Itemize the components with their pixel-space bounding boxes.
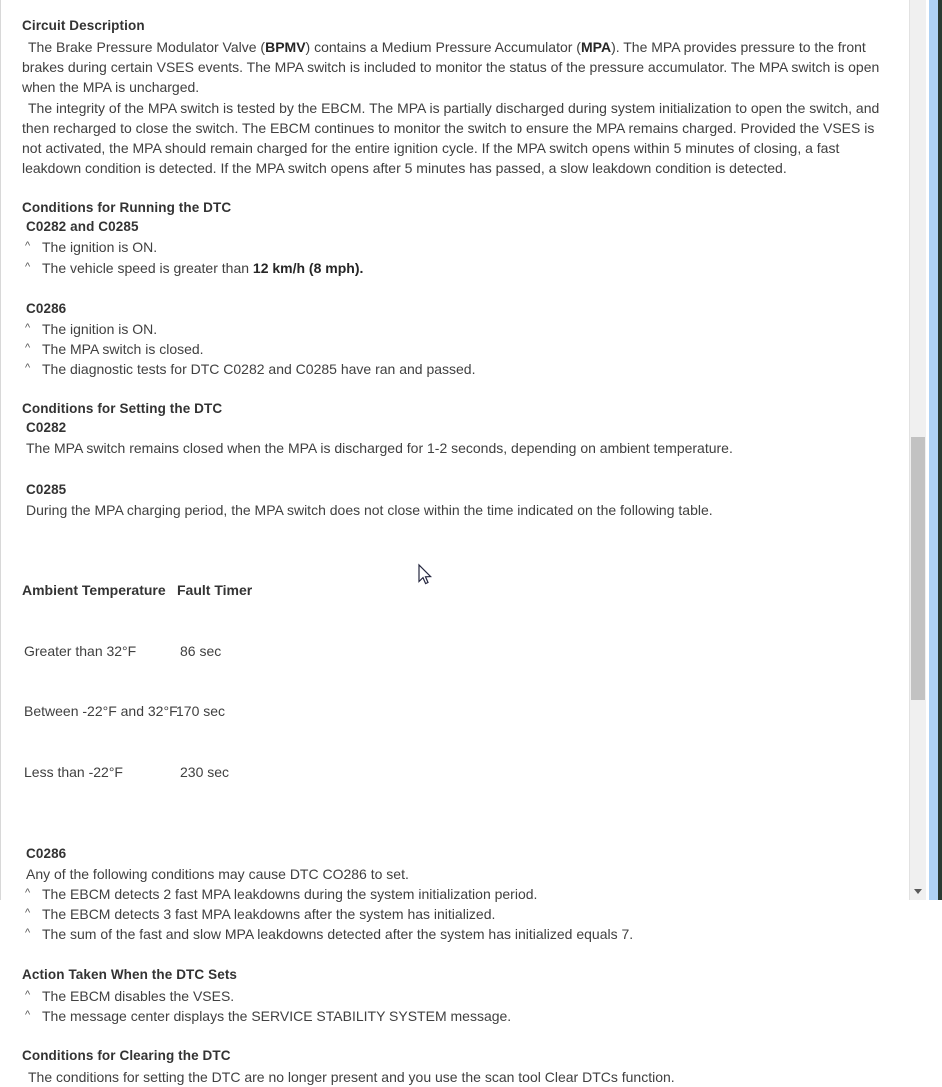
section-heading-conditions-clearing: Conditions for Clearing the DTC bbox=[22, 1047, 231, 1063]
fault-timer-table bbox=[22, 540, 893, 823]
subheading-c0282-setting: C0282 bbox=[26, 420, 67, 436]
document-content bbox=[1, 0, 905, 1085]
section-heading-conditions-running: Conditions for Running the DTC bbox=[22, 200, 232, 216]
paragraph-c0286-intro: Any of the following conditions may cause DTC CO286 to set. bbox=[26, 865, 409, 882]
right-edge-border bbox=[938, 0, 942, 900]
list-item-label: The MPA switch is closed. bbox=[42, 341, 204, 358]
table-cell-temperature: Greater than 32°F bbox=[24, 642, 137, 659]
caret-bullet-icon: ^ bbox=[25, 907, 31, 920]
scrollbar-thumb[interactable] bbox=[911, 437, 925, 700]
paragraph-c0285-setting: During the MPA charging period, the MPA switch does not close within the time indicated on the following table. bbox=[26, 501, 713, 518]
list-item-label: The EBCM disables the VSES. bbox=[42, 987, 235, 1004]
bullet-list-conditions-running-c0282-c0285 bbox=[22, 237, 893, 277]
list-item-label: The message center displays the SERVICE STABILITY SYSTEM message. bbox=[42, 1007, 512, 1024]
list-item bbox=[22, 904, 893, 924]
list-item-label-bold: 12 km/h (8 mph). bbox=[252, 259, 364, 276]
subheading-c0286-running: C0286 bbox=[26, 300, 67, 316]
caret-bullet-icon: ^ bbox=[25, 321, 31, 334]
caret-bullet-icon: ^ bbox=[25, 362, 31, 375]
list-item bbox=[22, 884, 893, 904]
caret-bullet-icon: ^ bbox=[25, 1008, 31, 1021]
list-item bbox=[22, 237, 893, 257]
list-item-label: The EBCM detects 2 fast MPA leakdowns during the system initialization period. bbox=[42, 885, 538, 902]
text-run: ). The MPA provides pressure to the front brakes during certain VSES events. The MPA switch is included to monitor the status of the pressure accumulator. The MPA switch is open when the MPA is uncharged. bbox=[22, 39, 880, 96]
list-item bbox=[22, 339, 893, 359]
subheading-c0282-and-c0285: C0282 and C0285 bbox=[26, 219, 139, 235]
table-row bbox=[22, 701, 893, 721]
table-cell-temperature: Between -22°F and 32°F bbox=[24, 703, 178, 720]
list-item bbox=[22, 258, 893, 278]
scrollbar-down-button[interactable] bbox=[910, 883, 926, 900]
caret-bullet-icon: ^ bbox=[25, 988, 31, 1001]
paragraph-circuit-description-1 bbox=[22, 37, 893, 98]
subheading-c0286-setting: C0286 bbox=[26, 845, 67, 861]
list-item bbox=[22, 1006, 893, 1026]
table-cell-temperature: Less than -22°F bbox=[24, 764, 123, 781]
text-run: The integrity of the MPA switch is tested by the EBCM. The MPA is partially discharged during system initialization to open the switch, and then recharged to close the switch. The EBCM continues to monitor the switch to ensure the MPA remains charged. Provided the VSES is not activated, the MPA should remain charged for the entire ignition cycle. If the MPA switch opens within 5 minutes of closing, a fast leakdown condition is detected. If the MPA switch opens after 5 minutes has passed, a slow leakdown condition is detected. bbox=[22, 99, 880, 177]
section-heading-action-taken: Action Taken When the DTC Sets bbox=[22, 966, 238, 982]
table-cell-timer: 86 sec bbox=[180, 642, 222, 659]
spacer bbox=[22, 520, 893, 540]
table-cell-timer: 170 sec bbox=[176, 703, 226, 720]
text-run-bold: MPA bbox=[580, 39, 612, 55]
list-item-label: The vehicle speed is greater than bbox=[42, 259, 253, 276]
paragraph-circuit-description-2 bbox=[22, 98, 893, 179]
bullet-list-action-taken bbox=[22, 986, 893, 1026]
list-item-label: The ignition is ON. bbox=[42, 320, 158, 337]
section-heading-conditions-setting: Conditions for Setting the DTC bbox=[22, 401, 223, 417]
text-run: ) contains a Medium Pressure Accumulator ( bbox=[305, 39, 581, 55]
text-run-bold: BPMV bbox=[265, 39, 306, 55]
table-header-ambient-temperature: Ambient Temperature bbox=[22, 582, 166, 599]
table-row bbox=[22, 641, 893, 661]
table-row bbox=[22, 762, 893, 782]
list-item-label: The ignition is ON. bbox=[42, 239, 158, 256]
table-header-fault-timer: Fault Timer bbox=[177, 582, 253, 599]
caret-bullet-icon: ^ bbox=[25, 342, 31, 355]
list-item bbox=[22, 319, 893, 339]
chevron-down-icon bbox=[914, 889, 922, 894]
caret-bullet-icon: ^ bbox=[25, 240, 31, 253]
list-item-label: The EBCM detects 3 fast MPA leakdowns after the system has initialized. bbox=[42, 906, 496, 923]
caret-bullet-icon: ^ bbox=[25, 886, 31, 899]
paragraph-c0282-setting: The MPA switch remains closed when the MPA is discharged for 1-2 seconds, depending on ambient temperature. bbox=[26, 440, 733, 457]
list-item bbox=[22, 924, 893, 944]
list-item bbox=[22, 359, 893, 379]
bullet-list-conditions-running-c0286 bbox=[22, 319, 893, 380]
vertical-scrollbar[interactable] bbox=[909, 0, 926, 900]
list-item-label: The sum of the fast and slow MPA leakdowns detected after the system has initialized equals 7. bbox=[42, 926, 634, 943]
paragraph-conditions-clearing: The conditions for setting the DTC are no longer present and you use the scan tool Clear DTCs function. bbox=[28, 1068, 675, 1085]
right-edge-accent-stripe bbox=[929, 0, 938, 900]
text-run: The Brake Pressure Modulator Valve ( bbox=[28, 39, 266, 55]
subheading-c0285-setting: C0285 bbox=[26, 481, 67, 497]
section-heading-circuit-description: Circuit Description bbox=[22, 18, 145, 33]
list-item bbox=[22, 986, 893, 1006]
caret-bullet-icon: ^ bbox=[25, 927, 31, 940]
table-header-row bbox=[22, 580, 893, 600]
list-item-label: The diagnostic tests for DTC C0282 and C0285 have ran and passed. bbox=[42, 361, 476, 378]
caret-bullet-icon: ^ bbox=[25, 260, 31, 273]
table-cell-timer: 230 sec bbox=[180, 764, 230, 781]
bullet-list-conditions-setting-c0286 bbox=[22, 884, 893, 945]
